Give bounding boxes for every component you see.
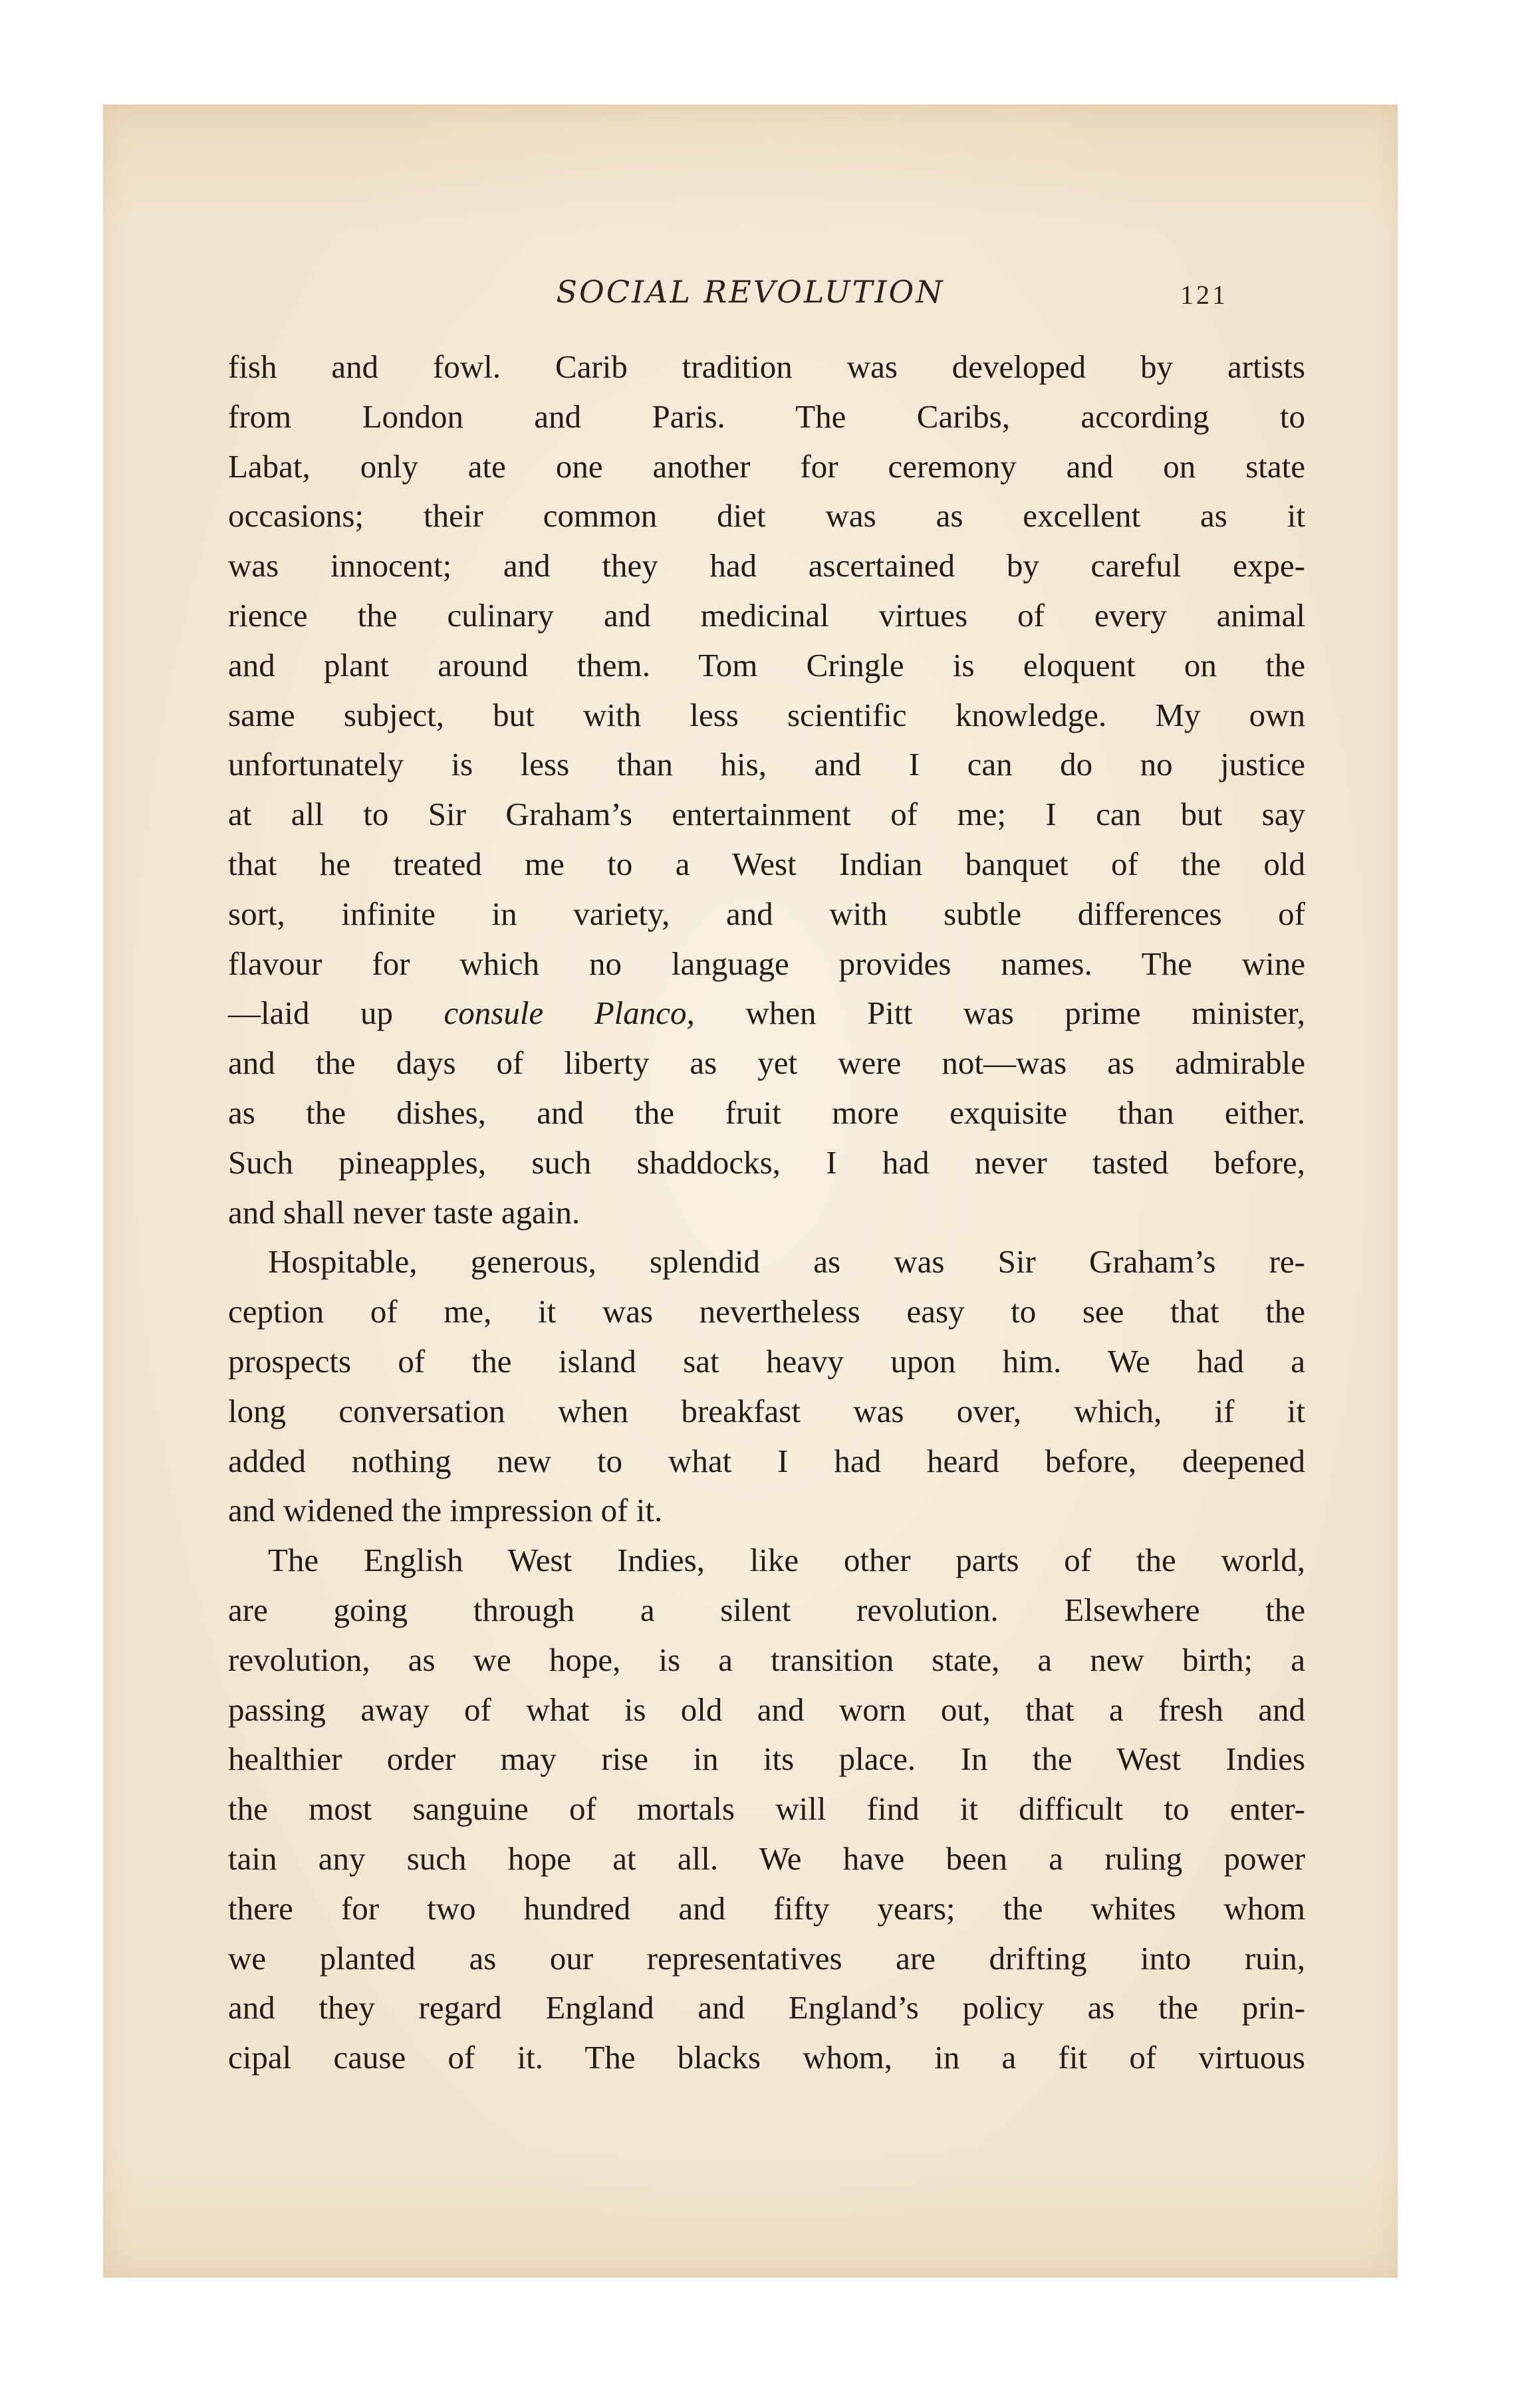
text-line-30: the most sanguine of mortals will find it difficult to enter- xyxy=(228,1790,1305,1828)
text-line-35: cipal cause of it. The blacks whom, in a fit of virtuous xyxy=(228,2039,1305,2076)
body-text xyxy=(228,342,1305,2083)
text-line-17: Such pineapples, such shaddocks, I had never tasted before, xyxy=(228,1144,1305,1181)
text-line-29: healthier order may rise in its place. In the West Indies xyxy=(228,1741,1305,1778)
text-line-18: and shall never taste again. xyxy=(228,1193,580,1231)
text-line-9: unfortunately is less than his, and I can do no justice xyxy=(228,746,1305,783)
text-line-6: rience the culinary and medicinal virtues of every animal xyxy=(228,596,1305,634)
text-line-26: are going through a silent revolution. Elsewhere the xyxy=(228,1591,1305,1628)
text-line-34: and they regard England and England’s policy as the prin- xyxy=(228,1989,1305,2026)
text-line-1: fish and fowl. Carib tradition was developed by artists xyxy=(228,348,1305,385)
text-line-28: passing away of what is old and worn out, that a fresh and xyxy=(228,1691,1305,1728)
text-line-12: sort, infinite in variety, and with subtle differences of xyxy=(228,895,1305,932)
text-line-7: and plant around them. Tom Cringle is eloquent on the xyxy=(228,646,1305,683)
text-line-3: Labat, only ate one another for ceremony and on state xyxy=(228,447,1305,485)
latin-phrase: consule Planco, xyxy=(443,995,695,1032)
text-line-31: tain any such hope at all. We have been a ruling power xyxy=(228,1840,1305,1877)
text-line-33: we planted as our representatives are drifting into ruin, xyxy=(228,1939,1305,1977)
text-line-22: long conversation when breakfast was over, which, if it xyxy=(228,1392,1305,1429)
text-line-21: prospects of the island sat heavy upon him. We had a xyxy=(228,1342,1305,1380)
page-header xyxy=(103,274,1398,327)
text-line-23: added nothing new to what I had heard before, deepened xyxy=(228,1442,1305,1479)
text-line-14-rest: when Pitt was prime minister, xyxy=(745,995,1306,1032)
text-line-19: Hospitable, generous, splendid as was Sir Graham’s re- xyxy=(268,1243,1305,1280)
text-line-5: was innocent; and they had ascertained by careful expe- xyxy=(228,547,1305,584)
text-line-14 xyxy=(228,989,1305,1038)
book-page xyxy=(103,104,1398,2278)
text-line-4: occasions; their common diet was as excellent as it xyxy=(228,497,1305,535)
text-line-25: The English West Indies, like other parts of the world, xyxy=(268,1542,1305,1579)
text-line-16: as the dishes, and the fruit more exquisite than either. xyxy=(228,1094,1305,1131)
text-line-10: at all to Sir Graham’s entertainment of me; I can but say xyxy=(228,796,1305,833)
text-line-15: and the days of liberty as yet were not—was as admirable xyxy=(228,1044,1305,1082)
text-line-27: revolution, as we hope, is a transition state, a new birth; a xyxy=(228,1641,1305,1678)
text-line-11: that he treated me to a West Indian banquet of the old xyxy=(228,845,1305,882)
text-line-24: and widened the impression of it. xyxy=(228,1492,663,1529)
text-line-32: there for two hundred and fifty years; the whites whom xyxy=(228,1889,1305,1927)
text-line-14-prefix: —laid up xyxy=(228,995,393,1032)
running-head: SOCIAL REVOLUTION xyxy=(556,274,945,310)
text-line-2: from London and Paris. The Caribs, according to xyxy=(228,398,1305,435)
page-number: 121 xyxy=(1180,280,1228,310)
text-line-8: same subject, but with less scientific knowledge. My own xyxy=(228,696,1305,733)
text-line-20: ception of me, it was nevertheless easy to see that the xyxy=(228,1293,1305,1330)
text-line-13: flavour for which no language provides names. The wine xyxy=(228,945,1305,982)
